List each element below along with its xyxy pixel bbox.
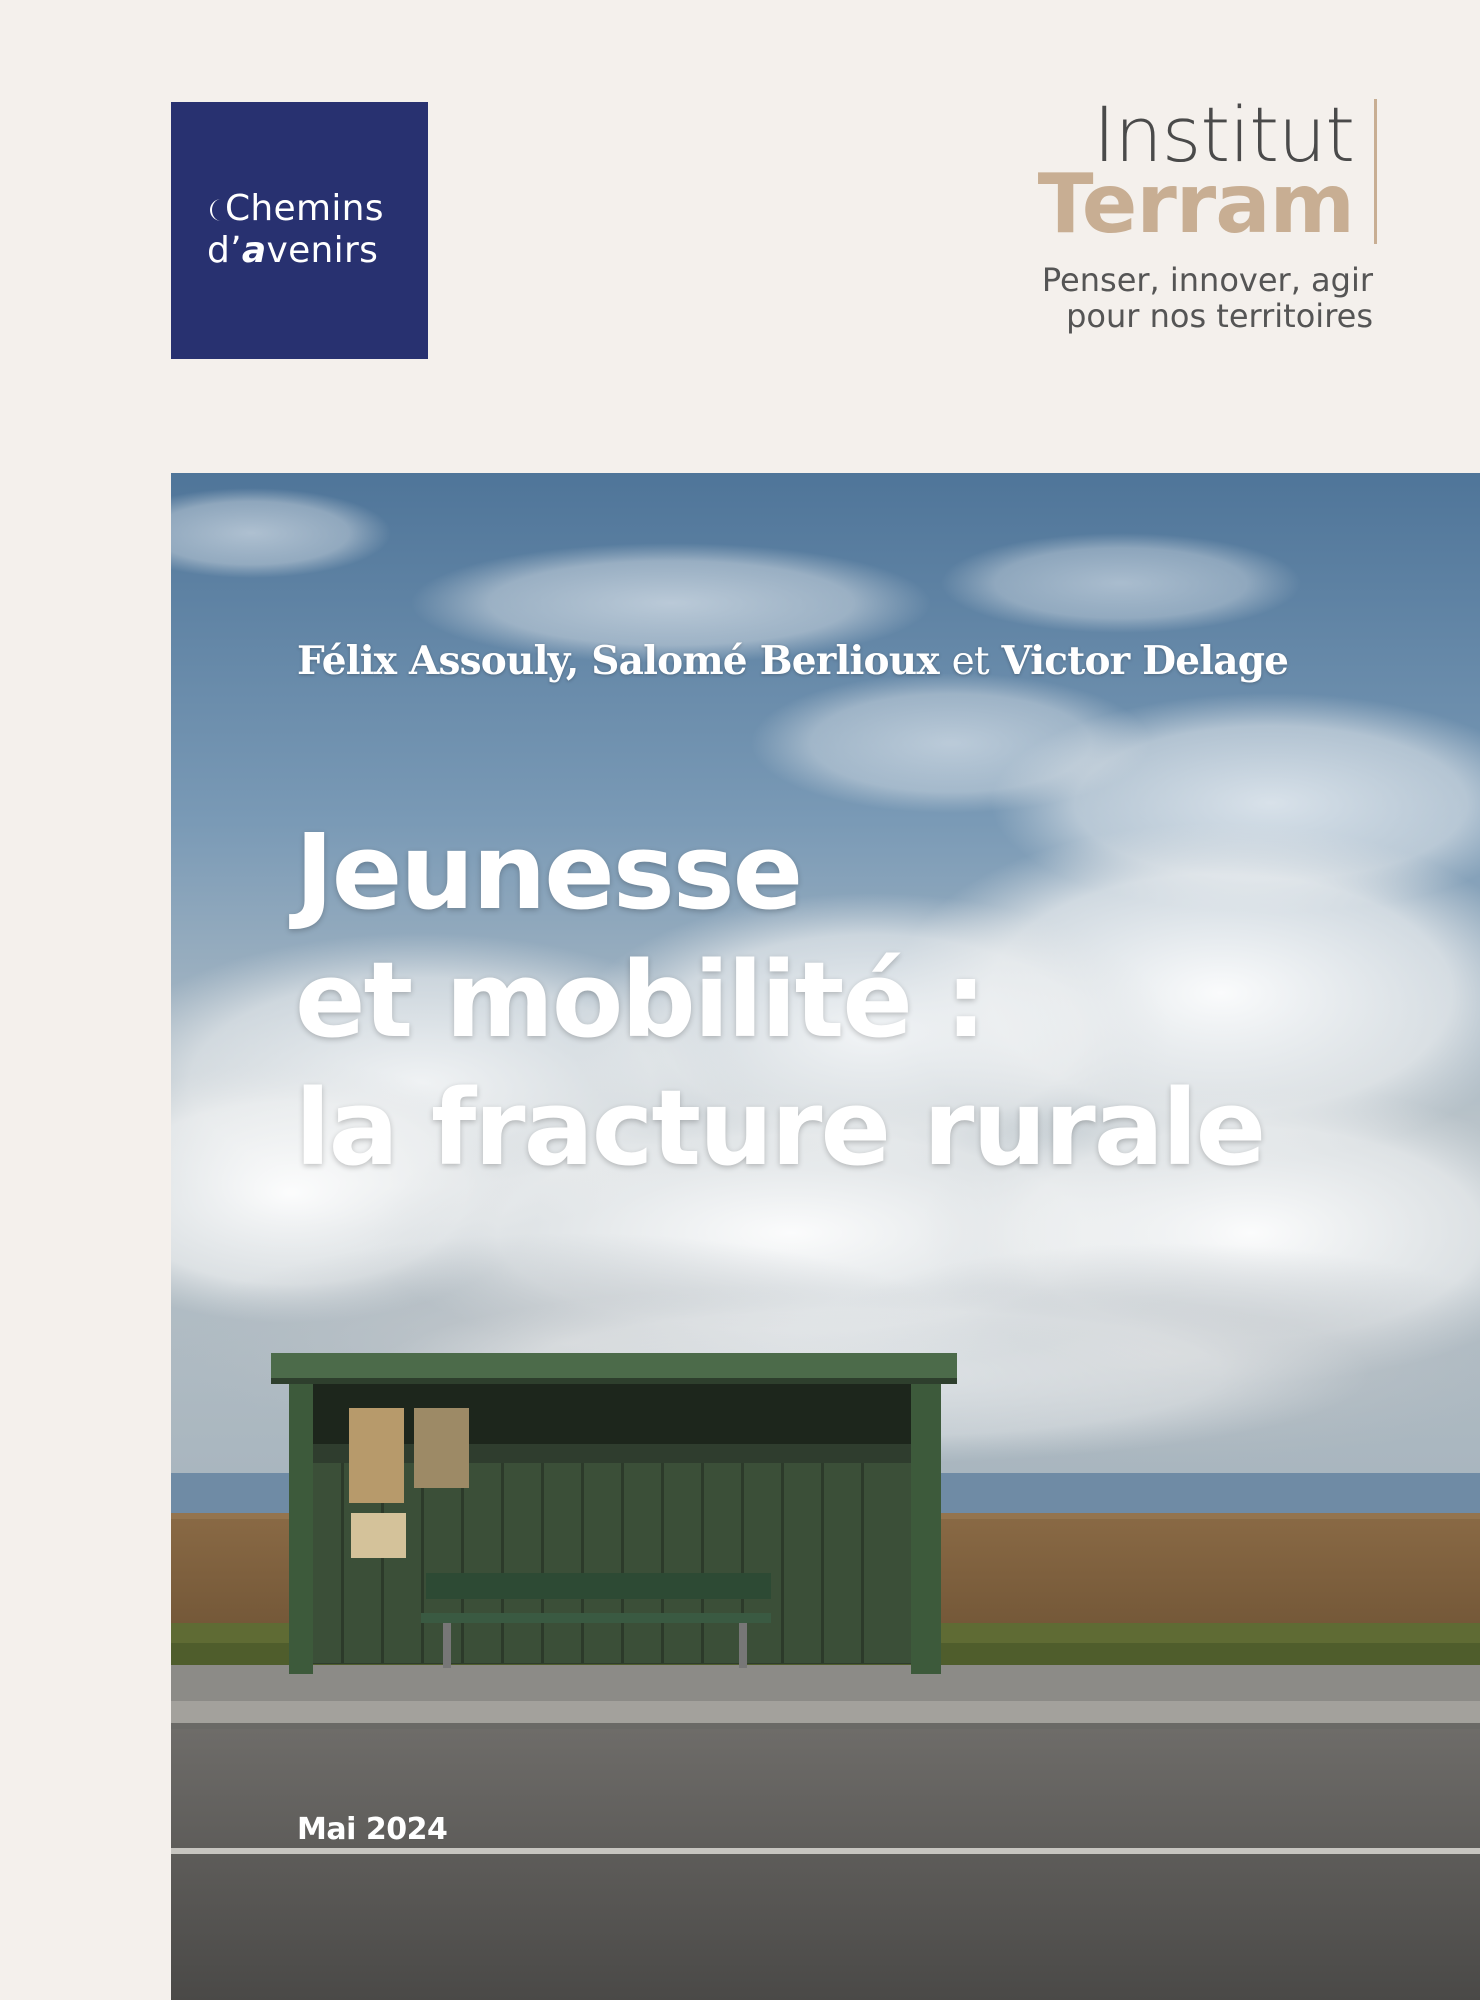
authors-line: Félix Assouly, Salomé Berlioux et Victor Delage	[297, 638, 1289, 684]
report-title	[295, 808, 1264, 1192]
chemins-davenirs-logo	[171, 102, 428, 359]
terram-name-text: Terram	[1037, 157, 1354, 252]
terram-institut-text: Institut	[1093, 90, 1354, 179]
chemins-logo-line1: Chemins	[207, 188, 428, 230]
cover-photo	[171, 473, 1480, 2000]
terram-wordmark	[1037, 90, 1377, 252]
bus-shelter	[271, 1353, 957, 1674]
bus-shelter-photo	[171, 473, 1480, 2000]
institut-terram-logo	[1037, 90, 1377, 335]
title-line3: la fracture rurale	[295, 1067, 1265, 1189]
title-line2: et mobilité :	[295, 939, 985, 1061]
crescent-moon-icon	[207, 198, 227, 222]
terram-tagline: Penser, innover, agir pour nos territoires	[1041, 261, 1373, 335]
chemins-logo-line2: d’avenirs	[207, 230, 379, 271]
title-line1: Jeunesse	[295, 811, 802, 933]
publication-date: Mai 2024	[297, 1812, 448, 1847]
